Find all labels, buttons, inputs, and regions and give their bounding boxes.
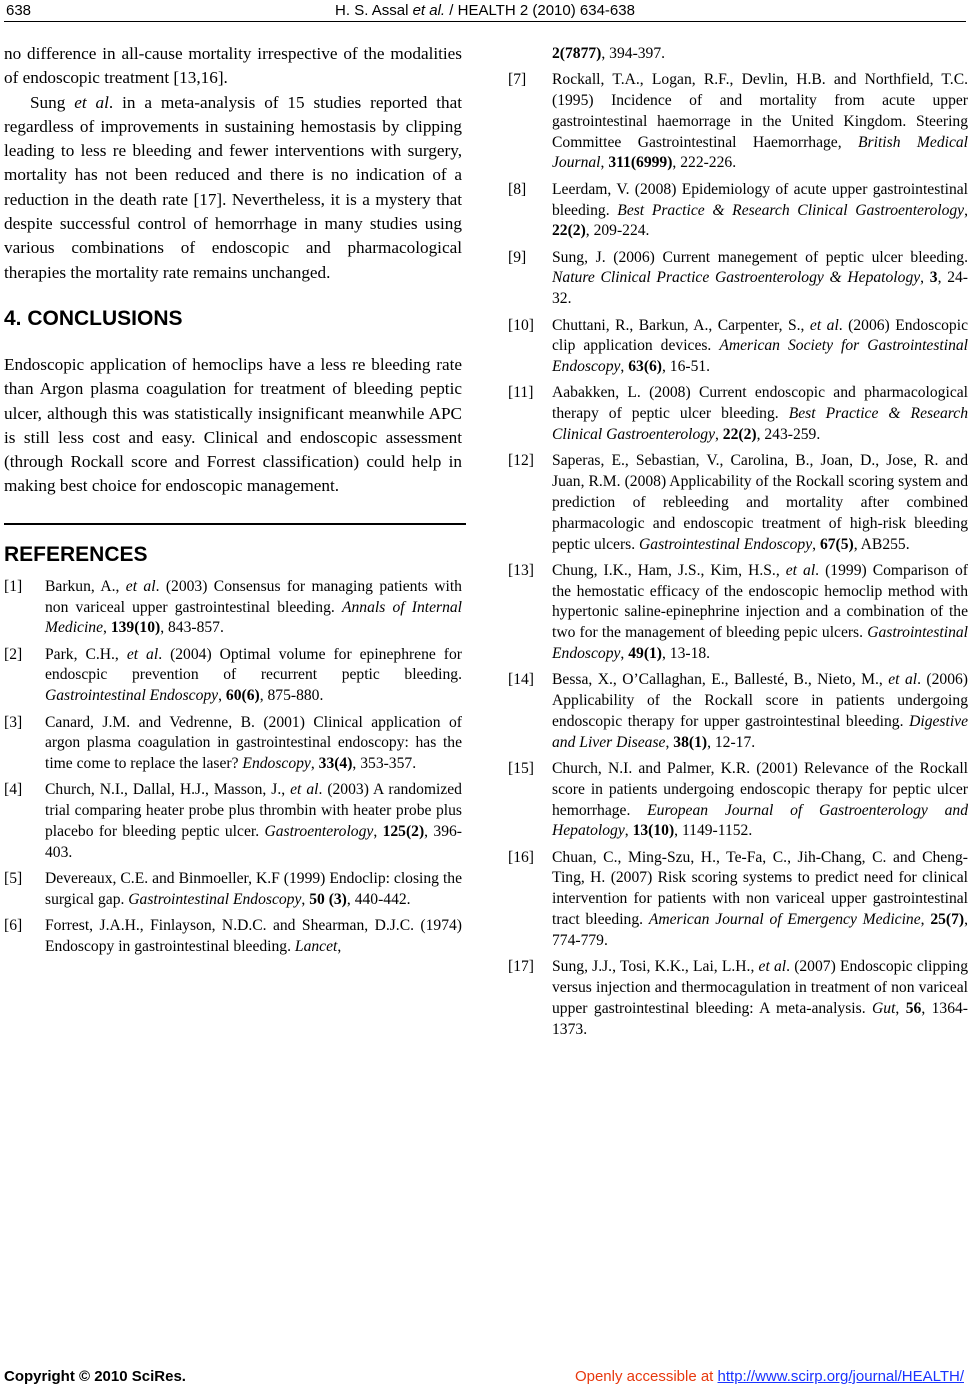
conclusions-heading: 4. CONCLUSIONS [4, 306, 183, 330]
reference-text: Rockall, T.A., Logan, R.F., Devlin, H.B. and Northfield, T.C. (1995) Incidence of and mortality from acute upper gastrointestinal haemorrage in the United Kingdom. Steering Committee Gastrointestinal Haemorrhage, British Medical Journal, 311(6999), 222-226. [552, 71, 968, 172]
reference-text: Sung, J. (2006) Current manegement of peptic ulcer bleeding. Nature Clinical Practice Gastroenterology & Hepatology, 3, 24-32. [552, 248, 969, 308]
reference-item [508, 180, 968, 242]
reference-text: Aabakken, L. (2008) Current endoscopic and pharmacological therapy of peptic ulcer bleeding. Best Practice & Research Clinical Gastroenterology, 22(2), 243-259. [552, 384, 968, 444]
reference-text: Chuttani, R., Barkun, A., Carpenter, S., et al. (2006) Endoscopic clip application devices. American Society for Gastrointestinal Endoscopy, 63(6), 16-51. [552, 316, 968, 376]
reference-item [508, 383, 968, 445]
reference-item [508, 451, 968, 555]
reference-item [4, 780, 462, 863]
right-column [508, 44, 968, 1040]
page-number: 638 [6, 2, 32, 19]
page-footer [0, 1366, 970, 1388]
reference-item [508, 44, 968, 65]
left-column [4, 42, 462, 958]
reference-number: [7] [508, 71, 527, 89]
journal-link[interactable]: http://www.scirp.org/journal/HEALTH/ [717, 1368, 964, 1385]
reference-number: [6] [4, 917, 23, 935]
reference-text: Church, N.I., Dallal, H.J., Masson, J., et al. (2003) A randomized trial comparing heater probe plus thrombin with heater probe plus placebo for bleeding peptic ulcer. Gastroenterology, 125(2), 396-403. [45, 781, 462, 861]
running-title: H. S. Assal et al. / HEALTH 2 (2010) 634-638 [335, 2, 635, 19]
reference-number [508, 44, 552, 65]
reference-number: [4] [4, 781, 23, 799]
reference-item [4, 645, 462, 707]
body-paragraph: no difference in all-cause mortality irrespective of the modalities of endoscopic treatment [13,16]. [4, 44, 462, 88]
references-list-left [4, 577, 462, 958]
reference-item [4, 916, 462, 958]
reference-number: [8] [508, 180, 527, 198]
reference-item [508, 316, 968, 378]
reference-text: Leerdam, V. (2008) Epidemiology of acute upper gastrointestinal bleeding. Best Practice & Research Clinical Gastroenterology, 22(2), 209-224. [552, 180, 969, 240]
reference-text: Canard, J.M. and Vedrenne, B. (2001) Clinical application of argon plasma coagulation in gastrointestinal endoscopy: has the time come to replace the laser? Endoscopy, 33(4), 353-357. [45, 713, 462, 773]
reference-text: 2(7877), 394-397. [552, 45, 666, 62]
reference-item [4, 869, 462, 911]
section-divider [4, 523, 466, 525]
reference-text: Park, C.H., et al. (2004) Optimal volume for epinephrene for endoscpic prevention of recurrent peptic bleeding. Gastrointestinal Endoscopy, 60(6), 875-880. [45, 645, 462, 705]
reference-item [508, 561, 968, 665]
references-heading: REFERENCES [4, 542, 148, 566]
reference-item [508, 759, 968, 842]
reference-text: Forrest, J.A.H., Finlayson, N.D.C. and Shearman, D.J.C. (1974) Endoscopy in gastrointestinal bleeding. Lancet, [45, 917, 462, 955]
reference-text: Devereaux, C.E. and Binmoeller, K.F (1999) Endoclip: closing the surgical gap. Gastrointestinal Endoscopy, 50 (3), 440-442. [45, 870, 462, 908]
page-header [0, 0, 970, 22]
reference-item [4, 713, 462, 775]
body-paragraph: Sung et al. in a meta-analysis of 15 studies reported that regardless of improvements in sustaining hemostasis by clipping leading to less re bleeding and fewer interventions with surgery, mortality has not been reduced and there is no indication of a reduction in the death rate [17]. Nevertheless, it is a mystery that despite successful control of hemorrhage in many studies using various combinations of endoscopic and pharmacological therapies the mortality rate remains unchanged. [4, 92, 463, 282]
reference-number: [1] [4, 577, 23, 595]
reference-number: [17] [508, 958, 534, 976]
reference-item [4, 577, 462, 639]
reference-text: Chung, I.K., Ham, J.S., Kim, H.S., et al. (1999) Comparison of the hemostatic efficacy of the endoscopic hemoclip method with hypertonic saline-epinephrine injection and a combination of the two for the management of bleeding pepic ulcers. Gastrointestinal Endoscopy, 49(1), 13-18. [552, 561, 968, 663]
reference-item [508, 848, 968, 952]
reference-number: [10] [508, 316, 534, 334]
reference-number: [3] [4, 713, 23, 731]
reference-number: [5] [4, 870, 23, 888]
reference-item [508, 70, 968, 174]
open-access-note: Openly accessible at http://www.scirp.org/journal/HEALTH/ [574, 1368, 964, 1385]
copyright: Copyright © 2010 SciRes. [4, 1368, 186, 1385]
reference-number: [16] [508, 848, 534, 866]
reference-text: Chuan, C., Ming-Szu, H., Te-Fa, C., Jih-Chang, C. and Cheng-Ting, H. (2007) Risk scoring systems to predict need for clinical intervention for patients with non variceal upper gastrointestinal tract bleeding. American Journal of Emergency Medicine, 25(7), 774-779. [552, 848, 968, 949]
references-list-right [508, 44, 968, 1040]
reference-number: [11] [508, 384, 534, 402]
reference-text: Sung, J.J., Tosi, K.K., Lai, L.H., et al. (2007) Endoscopic clipping versus injection and thermocagulation in treatment of non variceal upper gastrointestinal bleeding: A meta-analysis. Gut, 56, 1364-1373. [552, 958, 968, 1038]
reference-text: Church, N.I. and Palmer, K.R. (2001) Relevance of the Rockall score in patients undergoing endoscopic therapy for peptic ulcer hemorrhage. European Journal of Gastroenterology and Hepatology, 13(10), 1149-1152. [552, 760, 968, 840]
reference-number: [14] [508, 671, 534, 689]
reference-number: [2] [4, 645, 23, 663]
reference-number: [15] [508, 760, 534, 777]
reference-number: [9] [508, 248, 527, 266]
reference-number: [13] [508, 561, 534, 579]
reference-text: Barkun, A., et al. (2003) Consensus for managing patients with non variceal upper gastrointestinal bleeding. Annals of Internal Medicine, 139(10), 843-857. [45, 577, 462, 637]
reference-item [508, 670, 968, 753]
reference-text: Bessa, X., O’Callaghan, E., Ballesté, B., Nieto, M., et al. (2006) Applicability of the Rockall score in patients undergoing endoscopic therapy for upper gastrointestinal bleeding. Digestive and Liver Disease, 38(1), 12-17. [552, 671, 969, 751]
reference-text: Saperas, E., Sebastian, V., Carolina, B., Joan, D., Jose, R. and Juan, R.M. (2008) Applicability of the Rockall scoring system and prediction of rebleeding and mortality after combined pharmacologic and endoscopic treatment of high-risk bleeding peptic ulcers. Gastrointestinal Endoscopy, 67(5), AB255. [552, 452, 968, 553]
reference-item [508, 248, 968, 310]
header-rule [4, 21, 966, 22]
reference-number: [12] [508, 452, 534, 470]
conclusions-paragraph: Endoscopic application of hemoclips have a less re bleeding rate than Argon plasma coagulation for treatment of bleeding peptic ulcer, although this was statistically insignificant meanwhile APC is still less cost and easy. Clinical and endoscopic assessment (through Rockall score and Forrest classification) could help in making best choice for endoscopic management. [4, 354, 462, 496]
reference-item [508, 957, 968, 1040]
